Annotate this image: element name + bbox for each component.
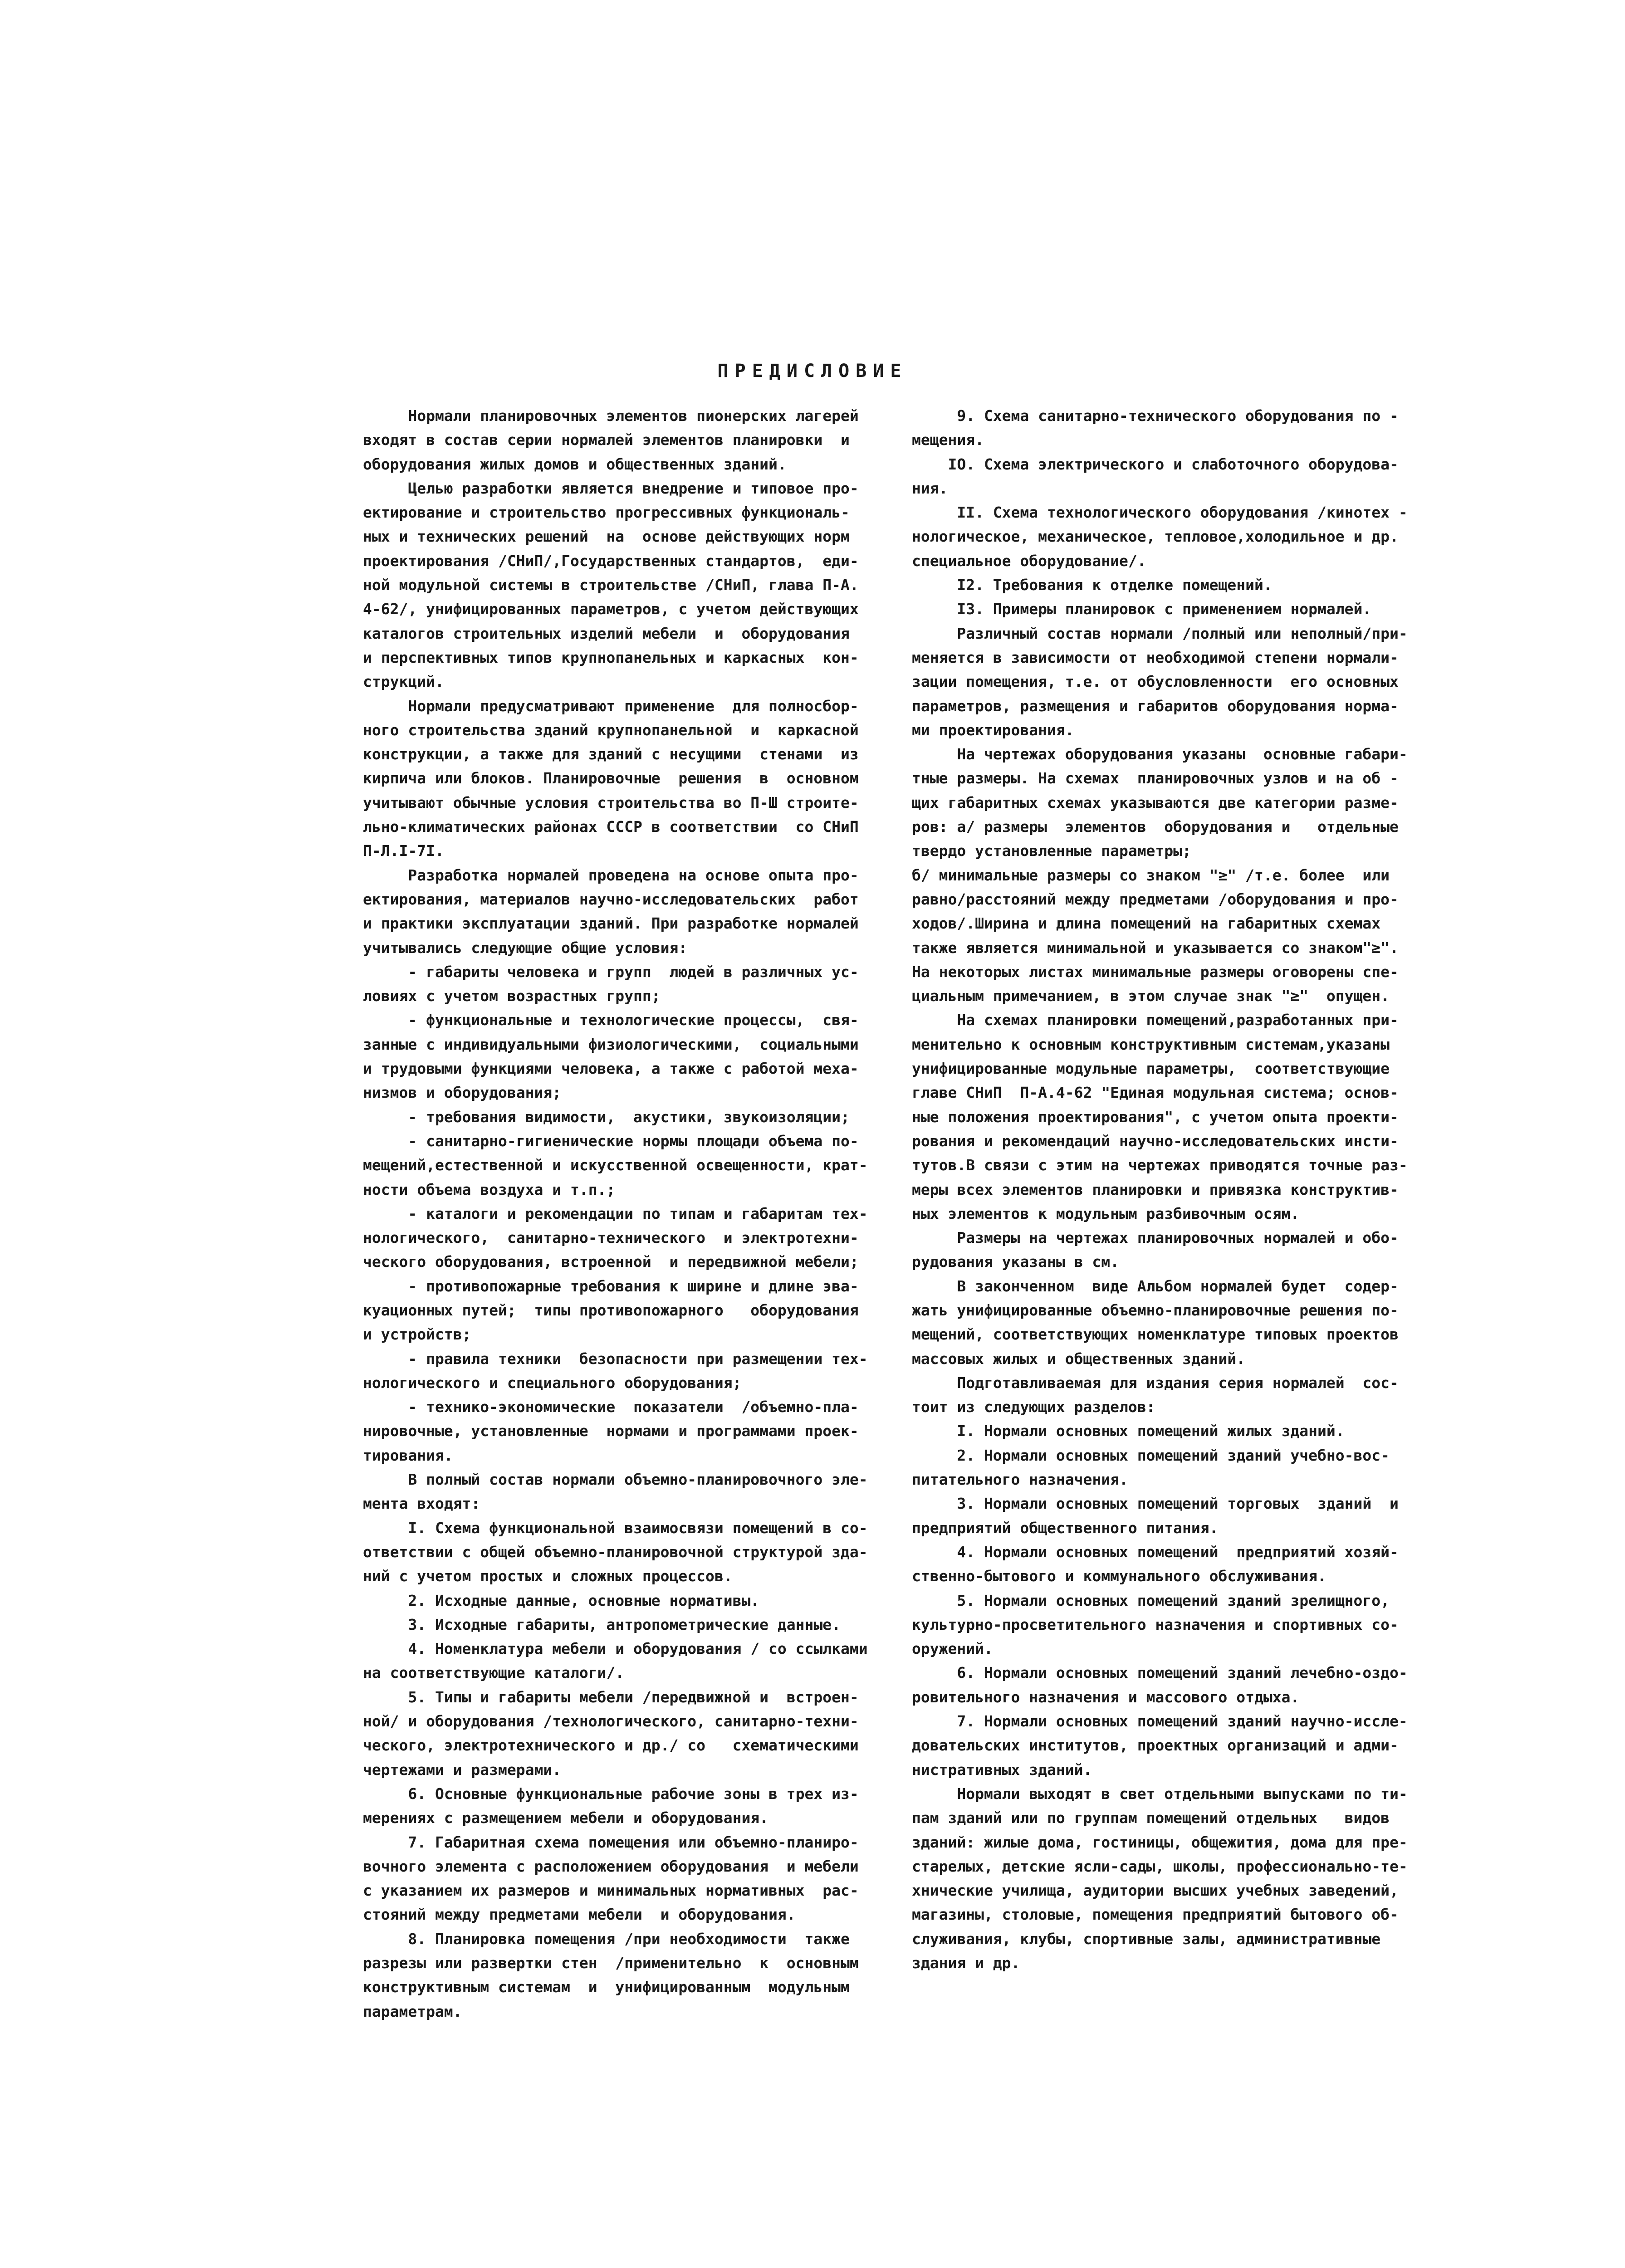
- text-line: тирования.: [363, 1446, 453, 1464]
- text-line: главе СНиП П-А.4-62 "Единая модульная система; основ-: [912, 1084, 1399, 1102]
- text-line: П-Л.I-7I.: [363, 842, 444, 860]
- text-line: менительно к основным конструктивным системам,указаны: [912, 1035, 1390, 1053]
- text-line: ектирование и строительство прогрессивных функциональ-: [363, 503, 850, 522]
- text-line: оборудования жилых домов и общественных зданий.: [363, 455, 787, 473]
- text-line: - габариты человека и групп людей в различных ус-: [363, 963, 859, 981]
- text-line: циальным примечанием, в этом случае знак "≥" опущен.: [912, 987, 1390, 1005]
- text-line: зации помещения, т.е. от обусловленности его основных: [912, 673, 1399, 691]
- text-line: 6. Основные функциональные рабочие зоны в трех из-: [363, 1784, 859, 1803]
- left-text-column: [363, 404, 880, 2024]
- text-line: культурно-просветительного назначения и спортивных со-: [912, 1615, 1399, 1633]
- text-line: пам зданий или по группам помещений отдельных видов: [912, 1809, 1390, 1827]
- text-line: ровительного назначения и массового отдыха.: [912, 1688, 1300, 1706]
- text-line: служивания, клубы, спортивные залы, административные: [912, 1930, 1381, 1948]
- text-line: занные с индивидуальными физиологическими, социальными: [363, 1035, 859, 1053]
- text-line: каталогов строительных изделий мебели и оборудования: [363, 624, 850, 642]
- text-line: I2. Требования к отделке помещений.: [912, 576, 1273, 594]
- text-line: ответствии с общей объемно-планировочной структурой зда-: [363, 1543, 868, 1561]
- text-line: параметров, размещения и габаритов оборудования норма-: [912, 697, 1399, 715]
- text-line: 4. Номенклатура мебели и оборудования / со ссылками: [363, 1640, 868, 1658]
- text-line: мерениях с размещением мебели и оборудования.: [363, 1809, 769, 1827]
- text-line: предприятий общественного питания.: [912, 1519, 1219, 1537]
- text-line: оружений.: [912, 1640, 993, 1658]
- text-line: зданий: жилые дома, гостиницы, общежития, дома для пре-: [912, 1833, 1408, 1851]
- text-line: и перспективных типов крупнопанельных и каркасных кон-: [363, 648, 859, 666]
- text-line: ров: а/ размеры элементов оборудования и отдельные: [912, 818, 1399, 836]
- text-line: На чертежах оборудования указаны основные габари-: [912, 745, 1408, 763]
- text-line: 7. Нормали основных помещений зданий научно-иссле-: [912, 1712, 1408, 1730]
- text-line: щих габаритных схемах указываются две категории разме-: [912, 793, 1399, 811]
- text-line: ектирования, материалов научно-исследовательских работ: [363, 890, 859, 908]
- text-line: специальное оборудование/.: [912, 552, 1146, 570]
- text-line: ходов/.Ширина и длина помещений на габаритных схемах: [912, 914, 1381, 933]
- text-line: параметрам.: [363, 2002, 462, 2020]
- text-line: нологического и специального оборудования;: [363, 1374, 742, 1392]
- text-line: довательских институтов, проектных организаций и адми-: [912, 1736, 1399, 1755]
- text-line: На схемах планировки помещений,разработанных при-: [912, 1011, 1399, 1029]
- text-line: учитывались следующие общие условия:: [363, 938, 688, 957]
- text-line: Нормали предусматривают применение для полносбор-: [363, 697, 859, 715]
- text-line: ности объема воздуха и т.п.;: [363, 1180, 616, 1198]
- text-line: мещений, соответствующих номенклатуре типовых проектов: [912, 1325, 1399, 1344]
- text-line: I3. Примеры планировок с применением нормалей.: [912, 600, 1372, 618]
- text-line: ческого, электротехнического и др./ со схематическими: [363, 1736, 859, 1755]
- text-line: - каталоги и рекомендации по типам и габаритам тех-: [363, 1204, 868, 1222]
- text-line: б/ минимальные размеры со знаком "≥" /т.е. более или: [912, 866, 1390, 884]
- text-line: жать унифицированные объемно-планировочные решения по-: [912, 1301, 1399, 1319]
- text-line: Целью разработки является внедрение и типовое про-: [363, 479, 859, 497]
- text-line: ного строительства зданий крупнопанельной и каркасной: [363, 721, 859, 739]
- text-line: - требования видимости, акустики, звукоизоляции;: [363, 1108, 850, 1126]
- text-line: I. Нормали основных помещений жилых зданий.: [912, 1422, 1345, 1440]
- text-line: струкций.: [363, 673, 444, 691]
- text-line: 9. Схема санитарно-технического оборудования по -: [912, 407, 1399, 425]
- text-line: и трудовыми функциями человека, а также с работой меха-: [363, 1060, 859, 1078]
- text-line: рудования указаны в см.: [912, 1253, 1119, 1271]
- text-line: старелых, детские ясли-сады, школы, профессионально-те-: [912, 1857, 1408, 1875]
- text-line: В полный состав нормали объемно-планировочного эле-: [363, 1471, 868, 1489]
- text-line: низмов и оборудования;: [363, 1084, 562, 1102]
- text-line: ных и технических решений на основе действующих норм: [363, 528, 850, 546]
- text-line: 7. Габаритная схема помещения или объемно-планиро-: [363, 1833, 859, 1851]
- text-line: Разработка нормалей проведена на основе опыта про-: [363, 866, 859, 884]
- text-line: нистративных зданий.: [912, 1760, 1092, 1779]
- text-line: - противопожарные требования к ширине и длине эва-: [363, 1277, 859, 1295]
- text-line: здания и др.: [912, 1954, 1020, 1972]
- text-line: 8. Планировка помещения /при необходимости также: [363, 1930, 850, 1948]
- text-line: тные размеры. На схемах планировочных узлов и на об -: [912, 769, 1399, 787]
- text-line: массовых жилых и общественных зданий.: [912, 1349, 1246, 1368]
- text-line: ний с учетом простых и сложных процессов.: [363, 1567, 733, 1585]
- text-line: - технико-экономические показатели /объемно-пла-: [363, 1398, 859, 1416]
- text-line: II. Схема технологического оборудования /кинотех -: [912, 503, 1408, 522]
- text-line: I. Схема функциональной взаимосвязи помещений в со-: [363, 1519, 868, 1537]
- text-line: Подготавливаемая для издания серия нормалей сос-: [912, 1374, 1399, 1392]
- text-line: 4. Нормали основных помещений предприятий хозяй-: [912, 1543, 1399, 1561]
- text-line: ми проектирования.: [912, 721, 1074, 739]
- page-title: ПРЕДИСЛОВИЕ: [717, 361, 908, 381]
- text-line: мента входят:: [363, 1495, 480, 1513]
- text-line: Нормали выходят в свет отдельными выпусками по ти-: [912, 1784, 1408, 1803]
- text-line: кирпича или блоков. Планировочные решения в основном: [363, 769, 859, 787]
- text-line: IO. Схема электрического и слаботочного оборудова-: [912, 455, 1399, 473]
- text-line: 3. Исходные габариты, антропометрические данные.: [363, 1615, 841, 1633]
- text-line: хнические училища, аудитории высших учебных заведений,: [912, 1882, 1399, 1900]
- text-line: тутов.В связи с этим на чертежах приводятся точные раз-: [912, 1156, 1408, 1174]
- text-line: 2. Исходные данные, основные нормативы.: [363, 1591, 760, 1609]
- text-line: магазины, столовые, помещения предприятий бытового об-: [912, 1906, 1399, 1924]
- text-line: равно/расстояний между предметами /оборудования и про-: [912, 890, 1399, 908]
- text-line: 6. Нормали основных помещений зданий лечебно-оздо-: [912, 1664, 1408, 1682]
- text-line: нологическое, механическое, тепловое,холодильное и др.: [912, 528, 1399, 546]
- text-line: ловиях с учетом возрастных групп;: [363, 987, 661, 1005]
- text-line: В законченном виде Альбом нормалей будет содер-: [912, 1277, 1399, 1295]
- text-line: ния.: [912, 479, 948, 497]
- text-line: конструкции, а также для зданий с несущими стенами из: [363, 745, 859, 763]
- text-line: и устройств;: [363, 1325, 471, 1344]
- text-line: меняется в зависимости от необходимой степени нормали-: [912, 648, 1399, 666]
- text-line: с указанием их размеров и минимальных нормативных рас-: [363, 1882, 859, 1900]
- text-line: 5. Нормали основных помещений зданий зрелищного,: [912, 1591, 1390, 1609]
- text-line: унифицированные модульные параметры, соответствующие: [912, 1060, 1390, 1078]
- text-line: также является минимальной и указывается со знаком"≥".: [912, 938, 1399, 957]
- text-line: питательного назначения.: [912, 1471, 1128, 1489]
- text-line: учитывают обычные условия строительства во П-Ш строите-: [363, 793, 859, 811]
- text-line: вочного элемента с расположением оборудования и мебели: [363, 1857, 859, 1875]
- text-line: Нормали планировочных элементов пионерских лагерей: [363, 407, 859, 425]
- text-line: 3. Нормали основных помещений торговых зданий и: [912, 1495, 1399, 1513]
- text-line: твердо установленные параметры;: [912, 842, 1191, 860]
- text-line: чертежами и размерами.: [363, 1760, 562, 1779]
- text-line: 5. Типы и габариты мебели /передвижной и встроен-: [363, 1688, 859, 1706]
- right-text-column: [912, 404, 1449, 1975]
- text-line: нологического, санитарно-технического и электротехни-: [363, 1229, 859, 1247]
- text-line: ные положения проектирования", с учетом опыта проекти-: [912, 1108, 1399, 1126]
- text-line: на соответствующие каталоги/.: [363, 1664, 625, 1682]
- text-line: тоит из следующих разделов:: [912, 1398, 1155, 1416]
- text-line: ственно-бытового и коммунального обслуживания.: [912, 1567, 1326, 1585]
- text-line: Различный состав нормали /полный или неполный/при-: [912, 624, 1408, 642]
- text-line: ческого оборудования, встроенной и передвижной мебели;: [363, 1253, 859, 1271]
- text-line: мещений,естественной и искусственной освещенности, крат-: [363, 1156, 868, 1174]
- text-line: проектирования /СНиП/,Государственных стандартов, еди-: [363, 552, 859, 570]
- text-line: ной/ и оборудования /технологического, санитарно-техни-: [363, 1712, 859, 1730]
- text-line: Размеры на чертежах планировочных нормалей и обо-: [912, 1229, 1399, 1247]
- text-line: нировочные, установленные нормами и программами проек-: [363, 1422, 859, 1440]
- text-line: мещения.: [912, 431, 984, 449]
- text-line: рования и рекомендаций научно-исследовательских инсти-: [912, 1132, 1399, 1150]
- text-line: ной модульной системы в строительстве /СНиП, глава П-А.: [363, 576, 859, 594]
- text-line: - санитарно-гигиенические нормы площади объема по-: [363, 1132, 859, 1150]
- text-line: На некоторых листах минимальные размеры оговорены спе-: [912, 963, 1399, 981]
- text-line: меры всех элементов планировки и привязка конструктив-: [912, 1180, 1399, 1198]
- text-line: - функциональные и технологические процессы, свя-: [363, 1011, 859, 1029]
- text-line: разрезы или развертки стен /применительно к основным: [363, 1954, 859, 1972]
- text-line: конструктивным системам и унифицированным модульным: [363, 1978, 850, 1996]
- text-line: 4-62/, унифицированных параметров, с учетом действующих: [363, 600, 859, 618]
- text-line: льно-климатических районах СССР в соответствии со СНиП: [363, 818, 859, 836]
- text-line: куационных путей; типы противопожарного оборудования: [363, 1301, 859, 1319]
- text-line: - правила техники безопасности при размещении тех-: [363, 1349, 868, 1368]
- text-line: стояний между предметами мебели и оборудования.: [363, 1906, 796, 1924]
- text-line: ных элементов к модульным разбивочным осям.: [912, 1204, 1300, 1222]
- text-line: 2. Нормали основных помещений зданий учебно-вос-: [912, 1446, 1390, 1464]
- text-line: входят в состав серии нормалей элементов планировки и: [363, 431, 850, 449]
- text-line: и практики эксплуатации зданий. При разработке нормалей: [363, 914, 859, 933]
